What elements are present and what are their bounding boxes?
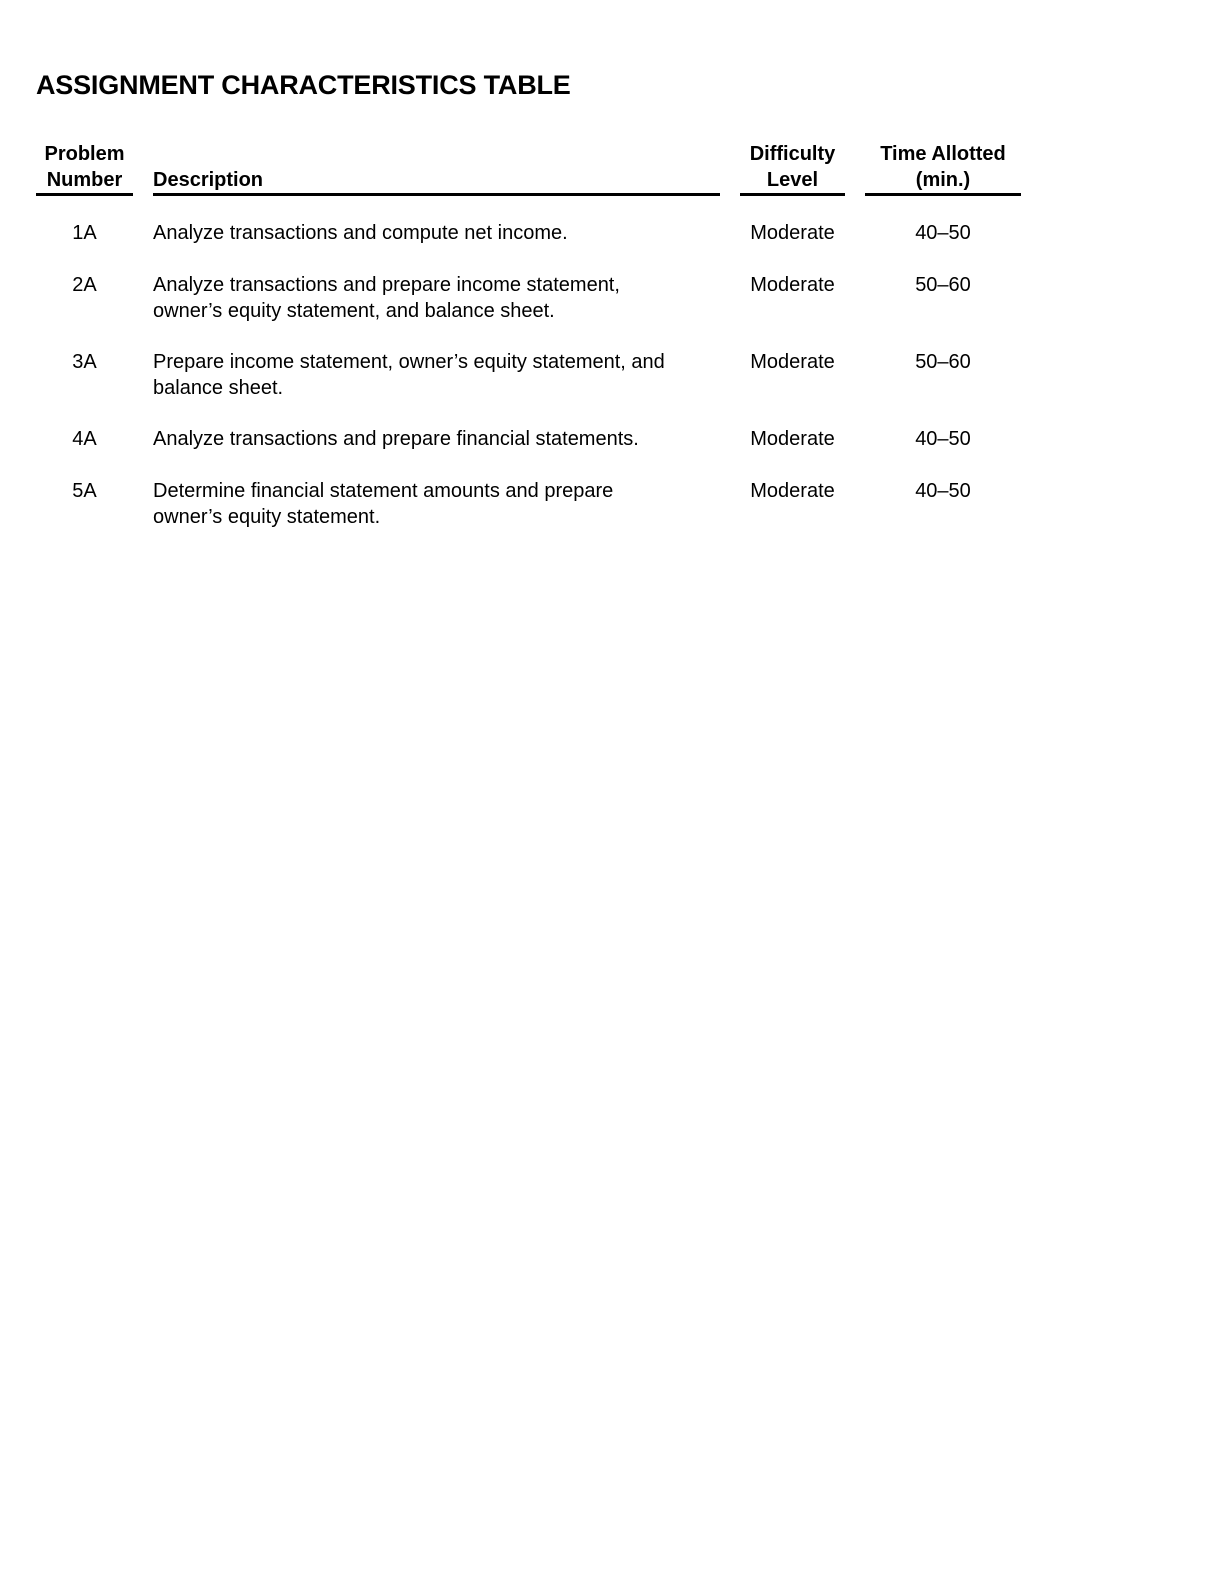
problem-description [153,272,728,324]
header-problem-number-line-1: Problem [44,143,125,165]
header-problem-number [36,141,133,196]
description-line: Analyze transactions and compute net income. [153,222,568,244]
description-line: Determine financial statement amounts and prepare [153,480,614,502]
difficulty-level: Moderate [750,428,835,450]
difficulty-level: Moderate [750,351,835,373]
difficulty-level: Moderate [750,480,835,502]
time-allotted: 40–50 [915,428,971,450]
header-difficulty-level [740,141,845,196]
time-allotted: 40–50 [915,480,971,502]
problem-number: 1A [72,222,97,244]
header-time-allotted [865,141,1021,196]
problem-description [153,426,728,452]
header-difficulty-line-1: Difficulty [749,143,836,165]
difficulty-level: Moderate [750,222,835,244]
problem-description [153,220,728,246]
header-difficulty-line-2: Level [766,169,819,191]
header-description-label: Description [153,169,264,191]
problem-number: 3A [72,351,97,373]
problem-description [153,349,728,401]
header-time-line-2: (min.) [915,169,971,191]
description-line: balance sheet. [153,377,284,399]
difficulty-level: Moderate [750,274,835,296]
problem-number: 2A [72,274,97,296]
time-allotted: 50–60 [915,274,971,296]
description-line: Prepare income statement, owner’s equity statement, and [153,351,665,373]
time-allotted: 40–50 [915,222,971,244]
description-line: Analyze transactions and prepare financial statements. [153,428,639,450]
page-title: ASSIGNMENT CHARACTERISTICS TABLE [36,70,571,100]
problem-description [153,478,728,530]
description-line: owner’s equity statement, and balance sheet. [153,300,555,322]
description-line: Analyze transactions and prepare income statement, [153,274,620,296]
header-problem-number-line-2: Number [46,169,123,191]
header-time-line-1: Time Allotted [880,143,1006,165]
header-description [153,141,720,196]
description-line: owner’s equity statement. [153,506,381,528]
problem-number: 5A [72,480,97,502]
problem-number: 4A [72,428,97,450]
time-allotted: 50–60 [915,351,971,373]
